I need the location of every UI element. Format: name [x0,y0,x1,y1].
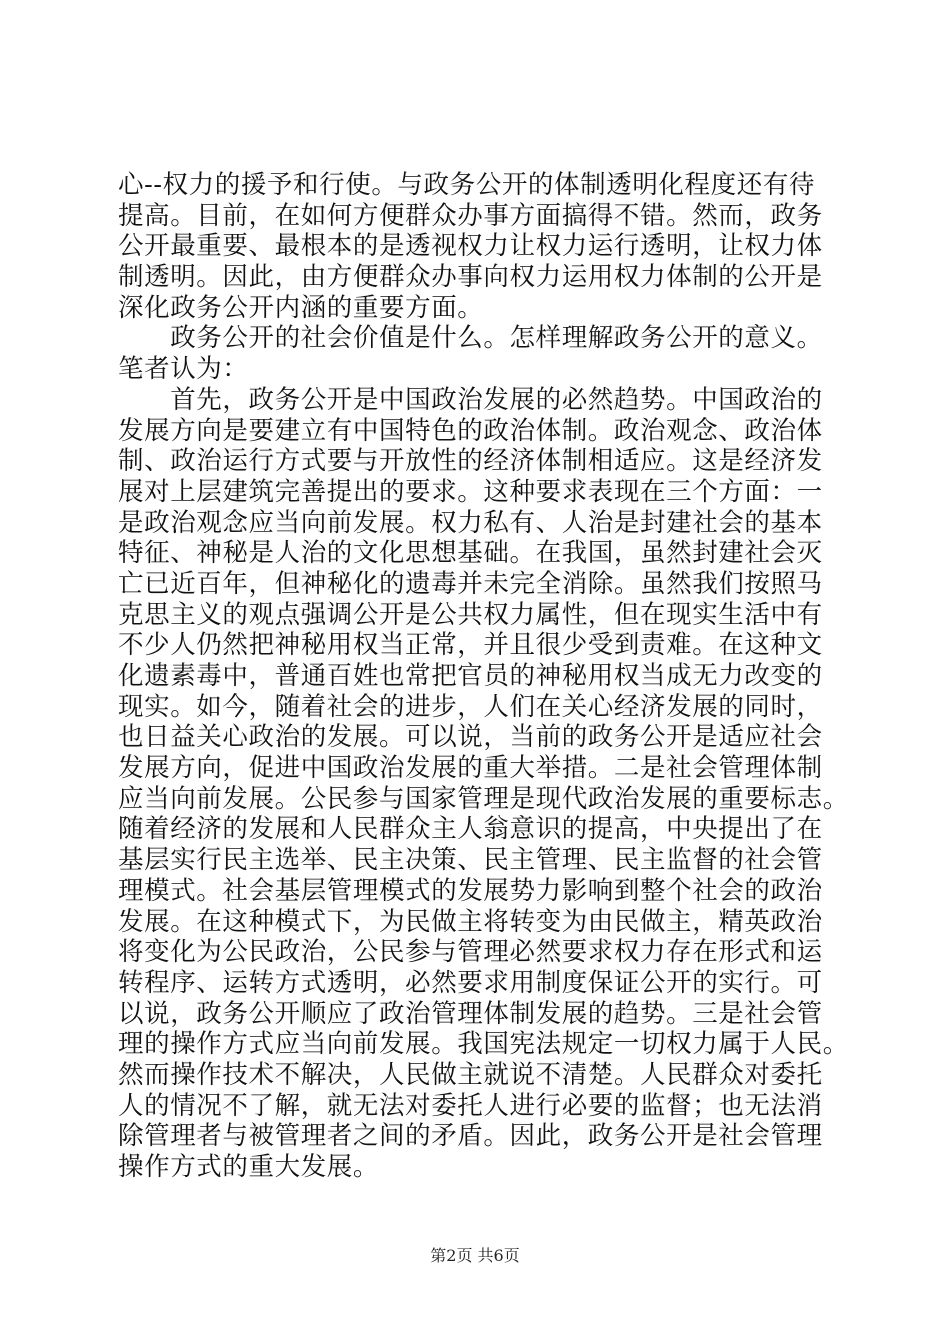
text-line: 深化政务公开内涵的重要方面。 [118,292,484,323]
text-line: 克思主义的观点强调公开是公共权力属性，但在现实生活中有 [118,599,823,630]
text-line: 现实。如今，随着社会的进步，人们在关心经济发展的同时， [118,691,823,722]
text-line: 随着经济的发展和人民群众主人翁意识的提高，中央提出了在 [118,814,823,845]
text-line: 理的操作方式应当向前发展。我国宪法规定一切权力属于人民。 [118,1029,849,1060]
text-line: 化遗素毒中，普通百姓也常把官员的神秘用权当成无力改变的 [118,661,823,691]
text-line: 亡已近百年，但神秘化的遗毒并未完全消除。虽然我们按照马 [118,568,823,599]
text-line: 制、政治运行方式要与开放性的经济体制相适应。这是经济发 [118,446,823,477]
text-line: 将变化为公民政治，公民参与管理必然要求权力存在形式和运 [118,937,823,968]
page-footer: 第2页 共6页 [430,1246,520,1265]
text-line: 政务公开的社会价值是什么。怎样理解政务公开的意义。 [118,323,823,354]
text-line: 操作方式的重大发展。 [118,1152,380,1182]
body-text [118,170,849,1183]
text-line: 转程序、运转方式透明，必然要求用制度保证公开的实行。可 [118,967,823,998]
text-line: 发展。在这种模式下，为民做主将转变为由民做主，精英政治 [118,906,823,937]
text-line: 展对上层建筑完善提出的要求。这种要求表现在三个方面：一 [118,476,823,507]
text-line: 发展方向，促进中国政治发展的重大举措。二是社会管理体制 [118,753,823,784]
text-line: 人的情况不了解，就无法对委托人进行必要的监督；也无法消 [118,1090,823,1121]
text-line: 首先，政务公开是中国政治发展的必然趋势。中国政治的 [118,384,823,415]
text-line: 除管理者与被管理者之间的矛盾。因此，政务公开是社会管理 [118,1121,823,1152]
text-line: 心--权力的援予和行使。与政务公开的体制透明化程度还有待 [118,170,816,200]
text-line: 以说，政务公开顺应了政治管理体制发展的趋势。三是社会管 [118,998,823,1029]
text-line: 发展方向是要建立有中国特色的政治体制。政治观念、政治体 [118,415,823,446]
text-line: 制透明。因此，由方便群众办事向权力运用权力体制的公开是 [118,262,823,293]
text-line: 公开最重要、最根本的是透视权力让权力运行透明，让权力体 [118,231,823,262]
text-line: 是政治观念应当向前发展。权力私有、人治是封建社会的基本 [118,507,823,538]
text-line: 提高。目前，在如何方便群众办事方面搞得不错。然而，政务 [118,200,823,231]
text-line: 然而操作技术不解决，人民做主就说不清楚。人民群众对委托 [118,1059,823,1090]
text-line: 特征、神秘是人治的文化思想基础。在我国，虽然封建社会灭 [118,538,823,569]
text-line: 应当向前发展。公民参与国家管理是现代政治发展的重要标志。 [118,783,849,814]
text-line: 也日益关心政治的发展。可以说，当前的政务公开是适应社会 [118,722,823,753]
text-line: 理模式。社会基层管理模式的发展势力影响到整个社会的政治 [118,875,823,906]
text-line: 笔者认为： [118,354,249,385]
text-line: 基层实行民主选举、民主决策、民主管理、民主监督的社会管 [118,845,823,876]
text-line: 不少人仍然把神秘用权当正常，并且很少受到责难。在这种文 [118,630,823,661]
